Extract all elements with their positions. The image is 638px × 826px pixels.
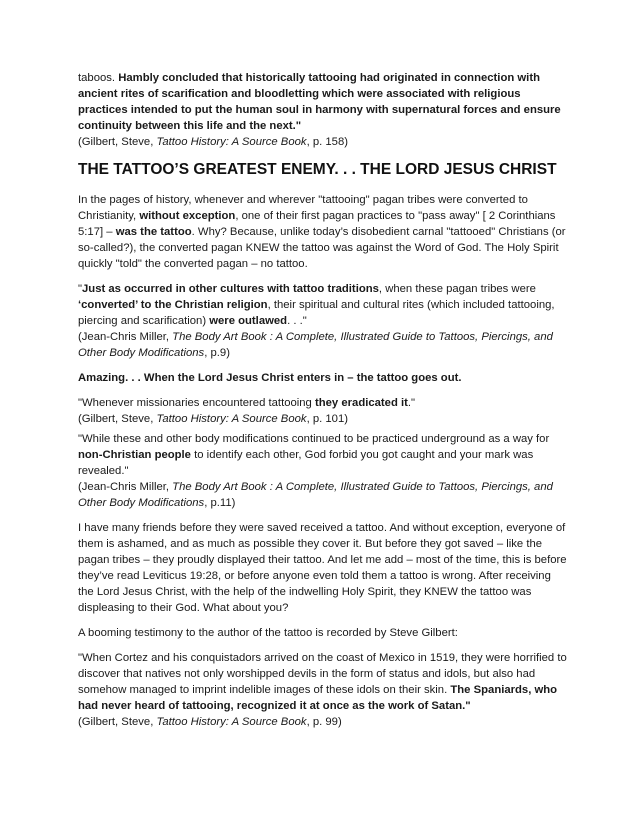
paragraph-history: In the pages of history, whenever and wherever "tattooing" pagan tribes were converted to Christianity, without exception, one of their first pagan practices to "pass away" [ 2 Corinthians 5:17] – was the tattoo. Why? Because, unlike today’s disobedient carnal "tattooed" Christians (or so-called?), the converted pagan KNEW the tattoo was against the Word of God. The Holy Spirit quickly "told" the converted pagan – no tattoo. — [78, 194, 566, 270]
bold-text: were outlawed — [209, 315, 288, 327]
book-title: Tattoo History: A Source Book — [156, 136, 307, 148]
paragraph-miller-quote: "Just as occurred in other cultures with tattoo traditions, when these pagan tribes were ‘converted’ to the Christian religion, their spiritual and cultural rites (which included tattooing, piercing and scarification) were outlawed. . ." — [78, 283, 555, 327]
citation-gilbert-101: (Gilbert, Steve, Tattoo History: A Source Book, p. 101) — [78, 413, 349, 425]
paragraph-hambly-quote: taboos. Hambly concluded that historically tattooing had originated in connection with ancient rites of scarification and bloodletting which were associated with religious practices intended to put the human soul in harmony with supernatural forces and ensure continuity between this life and the next." — [78, 72, 561, 132]
bold-text: Hambly concluded that historically tattooing had originated in connection with ancient rites of scarification and bloodletting which were associated with religious practices intended to put the human soul in harmony with supernatural forces and ensure continuity between this life and the next." — [78, 72, 561, 132]
bold-text: was the tattoo — [115, 226, 192, 238]
bold-text: Just as occurred in other cultures with tattoo traditions — [82, 283, 379, 295]
document-page — [78, 70, 568, 730]
citation-gilbert-158: (Gilbert, Steve, Tattoo History: A Source Book, p. 158) — [78, 136, 349, 148]
paragraph-underground-quote: "While these and other body modifications continued to be practiced underground as a way for non-Christian people to identify each other, God forbid you got caught and your mark was revealed." — [78, 433, 550, 477]
bold-text: ‘converted’ to the Christian religion — [78, 299, 268, 311]
amazing-line: Amazing. . . When the Lord Jesus Christ enters in – the tattoo goes out. — [78, 372, 462, 384]
citation-miller-11: (Jean-Chris Miller, The Body Art Book : A Complete, Illustrated Guide to Tattoos, Piercings, and Other Body Modifications, p.11) — [78, 481, 553, 509]
paragraph-missionaries-quote: "Whenever missionaries encountered tattooing they eradicated it." — [78, 397, 416, 409]
citation-gilbert-99: (Gilbert, Steve, Tattoo History: A Source Book, p. 99) — [78, 716, 342, 728]
bold-text: without exception — [139, 210, 236, 222]
paragraph-cortez-quote: "When Cortez and his conquistadors arrived on the coast of Mexico in 1519, they were horrified to discover that natives not only worshipped devils in the form of status and idols, but also had somehow managed to imprint indelible images of these idols on their skin. The Spaniards, who had never heard of tattooing, recognized it at once as the work of Satan." — [78, 652, 567, 712]
bold-text: The Spaniards, who had never heard of tattooing, recognized it at once as the work of Satan." — [78, 684, 558, 712]
book-title: The Body Art Book : A Complete, Illustrated Guide to Tattoos, Piercings, and Other Body Modifications — [78, 481, 553, 509]
paragraph-friends: I have many friends before they were saved received a tattoo. And without exception, everyone of them is ashamed, and as much as possible they cover it. But before they got saved – like the pagan tribes – they proudly displayed their tattoo. And let me add – most of the time, this is before they’ve read Leviticus 19:28, or before anyone even told them a tattoo is wrong. After receiving the Lord Jesus Christ, with the help of the indwelling Holy Spirit, they KNEW the tattoo was displeasing to their God. What about you? — [78, 522, 567, 614]
book-title: Tattoo History: A Source Book — [156, 716, 307, 728]
book-title: The Body Art Book : A Complete, Illustrated Guide to Tattoos, Piercings, and Other Body Modifications — [78, 331, 553, 359]
citation-miller-9: (Jean-Chris Miller, The Body Art Book : A Complete, Illustrated Guide to Tattoos, Piercings, and Other Body Modifications, p.9) — [78, 331, 553, 359]
bold-text: they eradicated it — [314, 397, 408, 409]
paragraph-testimony-intro: A booming testimony to the author of the tattoo is recorded by Steve Gilbert: — [78, 627, 458, 639]
book-title: Tattoo History: A Source Book — [156, 413, 307, 425]
bold-text: non-Christian people — [78, 449, 191, 461]
section-heading: THE TATTOO’S GREATEST ENEMY. . . THE LORD JESUS CHRIST — [78, 161, 557, 178]
